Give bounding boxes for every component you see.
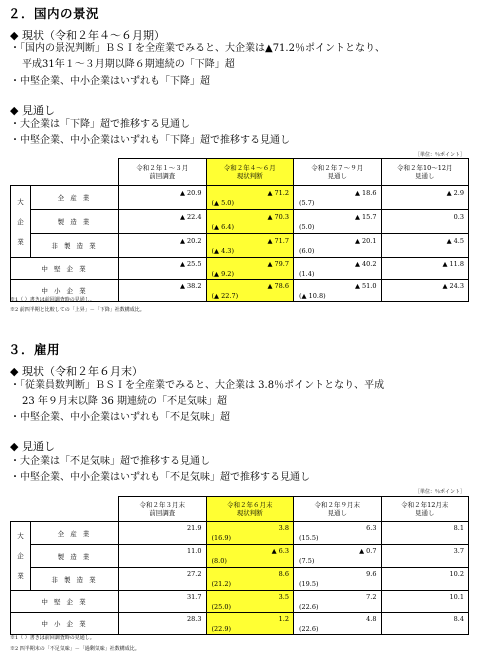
value-cell: (15.5) 6.3: [294, 522, 382, 545]
value-cell: ▲ 24.3: [381, 280, 469, 302]
value-cell: 31.7: [119, 591, 207, 613]
row-label: 中 堅 企 業: [11, 258, 119, 280]
table-row: [11, 234, 469, 258]
col-header-current: 令和２年４～６月 現状判断: [206, 159, 294, 186]
table-row: [11, 545, 469, 568]
value-cell: (5.0) ▲ 15.7: [294, 210, 382, 234]
col-header: 令和２年10～12月 見通し: [381, 159, 469, 186]
value-cell: 8.1: [381, 522, 469, 545]
row-label: 中 堅 企 業: [11, 591, 119, 613]
table-row: [11, 522, 469, 545]
header-row: [11, 497, 469, 522]
value-cell: (19.5) 9.6: [294, 568, 382, 591]
current-line: ・中堅企業、中小企業はいずれも「下降」超: [10, 76, 210, 87]
value-cell: ▲ 4.5: [381, 234, 469, 258]
bsi-table-employment: [10, 496, 469, 635]
value-cell: (▲ 9.2) ▲ 79.7: [206, 258, 294, 280]
col-header: 令和２年７～９月 見通し: [294, 159, 382, 186]
value-cell: 3.7: [381, 545, 469, 568]
table-row: [11, 568, 469, 591]
footnote: ※2 前四半期と比較しての「上昇」－「下降」社数構成比。: [10, 307, 145, 313]
section-title-domestic: ２．国内の景況: [8, 6, 100, 21]
current-line: ・「従業員数判断」ＢＳＩを全産業でみると、大企業は 3.8％ポイントとなり、平成: [10, 380, 385, 391]
value-cell: 27.2: [119, 568, 207, 591]
value-cell: (1.4) ▲ 40.2: [294, 258, 382, 280]
col-header: 令和２年９月末 見通し: [294, 497, 382, 522]
value-cell: (22.6) 7.2: [294, 591, 382, 613]
current-heading: ◆ 現状（令和２年６月末）: [10, 365, 143, 378]
current-line: 23 年９月末以降 36 期連続の「不足気味」超: [22, 396, 227, 407]
bsi-table-domestic: [10, 158, 469, 302]
row-label: 製 造 業: [31, 545, 119, 568]
outlook-line: ・中堅企業、中小企業はいずれも「下降」超で推移する見通し: [10, 135, 290, 146]
footnote: ※2 四半期末の「不足気味」－「過剰気味」社数構成比。: [10, 646, 140, 652]
header-row: [11, 159, 469, 186]
unit-label: ［単位：％ポイント］: [414, 152, 465, 158]
current-line: ・「国内の景況判断」ＢＳＩを全産業でみると、大企業は▲71.2％ポイントとなり、: [10, 43, 385, 54]
table-row: [11, 186, 469, 210]
table-row: [11, 613, 469, 635]
value-cell: ▲ 20.9: [119, 186, 207, 210]
col-header: 令和２年12月末 見通し: [381, 497, 469, 522]
value-cell: 10.1: [381, 591, 469, 613]
current-line: 平成31年１～３月期以降６期連続の「下降」超: [22, 59, 235, 70]
outlook-heading: ◆ 見通し: [10, 440, 55, 453]
row-label: 非 製 造 業: [31, 234, 119, 258]
outlook-line: ・大企業は「不足気味」超で推移する見通し: [10, 456, 210, 467]
value-cell: 10.2: [381, 568, 469, 591]
col-header-current: 令和２年６月末 現状判断: [206, 497, 294, 522]
table-row: [11, 591, 469, 613]
col-header: 令和２年３月末 前回調査: [119, 497, 207, 522]
value-cell: (▲ 22.7) ▲ 78.6: [206, 280, 294, 302]
value-cell: (5.7) ▲ 18.6: [294, 186, 382, 210]
value-cell: (6.0) ▲ 20.1: [294, 234, 382, 258]
outlook-heading: ◆ 見通し: [10, 104, 55, 117]
value-cell: 11.0: [119, 545, 207, 568]
footnote: ※1（ ）書きは前回調査時の見通し。: [10, 297, 95, 303]
value-cell: 8.4: [381, 613, 469, 635]
current-heading: ◆ 現状（令和２年４～６月期）: [10, 29, 165, 42]
current-line: ・中堅企業、中小企業はいずれも「不足気味」超: [10, 412, 230, 423]
row-label: 全 産 業: [31, 186, 119, 210]
value-cell: ▲ 25.5: [119, 258, 207, 280]
footnote: ※1（ ）書きは前回調査時の見通し。: [10, 635, 95, 641]
value-cell: ▲ 22.4: [119, 210, 207, 234]
value-cell: 28.3: [119, 613, 207, 635]
value-cell: 0.3: [381, 210, 469, 234]
row-label: 中 小 企 業: [11, 613, 119, 635]
section-title-employment: ３．雇用: [8, 342, 61, 357]
value-cell: (▲ 10.8) ▲ 51.0: [294, 280, 382, 302]
outlook-line: ・中堅企業、中小企業はいずれも「不足気味」超で推移する見通し: [10, 472, 310, 483]
value-cell: (▲ 6.4) ▲ 70.3: [206, 210, 294, 234]
col-header: 令和２年１～３月 前回調査: [119, 159, 207, 186]
value-cell: (7.5) ▲ 0.7: [294, 545, 382, 568]
value-cell: (22.9) 1.2: [206, 613, 294, 635]
value-cell: (16.9) 3.8: [206, 522, 294, 545]
row-label: 全 産 業: [31, 522, 119, 545]
value-cell: ▲ 11.8: [381, 258, 469, 280]
row-label: 製 造 業: [31, 210, 119, 234]
value-cell: (▲ 4.3) ▲ 71.7: [206, 234, 294, 258]
outlook-line: ・大企業は「下降」超で推移する見通し: [10, 119, 190, 130]
value-cell: (21.2) 8.6: [206, 568, 294, 591]
value-cell: (8.0) ▲ 6.3: [206, 545, 294, 568]
value-cell: 21.9: [119, 522, 207, 545]
row-label: 非 製 造 業: [31, 568, 119, 591]
large-enterprise-label: 大 企 業: [11, 186, 31, 258]
value-cell: (▲ 5.0) ▲ 71.2: [206, 186, 294, 210]
row-label: 中 小 企 業: [11, 280, 119, 302]
table-row: [11, 210, 469, 234]
unit-label: ［単位：％ポイント］: [414, 489, 465, 495]
value-cell: ▲ 2.9: [381, 186, 469, 210]
value-cell: ▲ 20.2: [119, 234, 207, 258]
value-cell: ▲ 38.2: [119, 280, 207, 302]
value-cell: (25.0) 3.5: [206, 591, 294, 613]
large-enterprise-label: 大 企 業: [11, 522, 31, 591]
value-cell: (22.6) 4.8: [294, 613, 382, 635]
table-row: [11, 258, 469, 280]
